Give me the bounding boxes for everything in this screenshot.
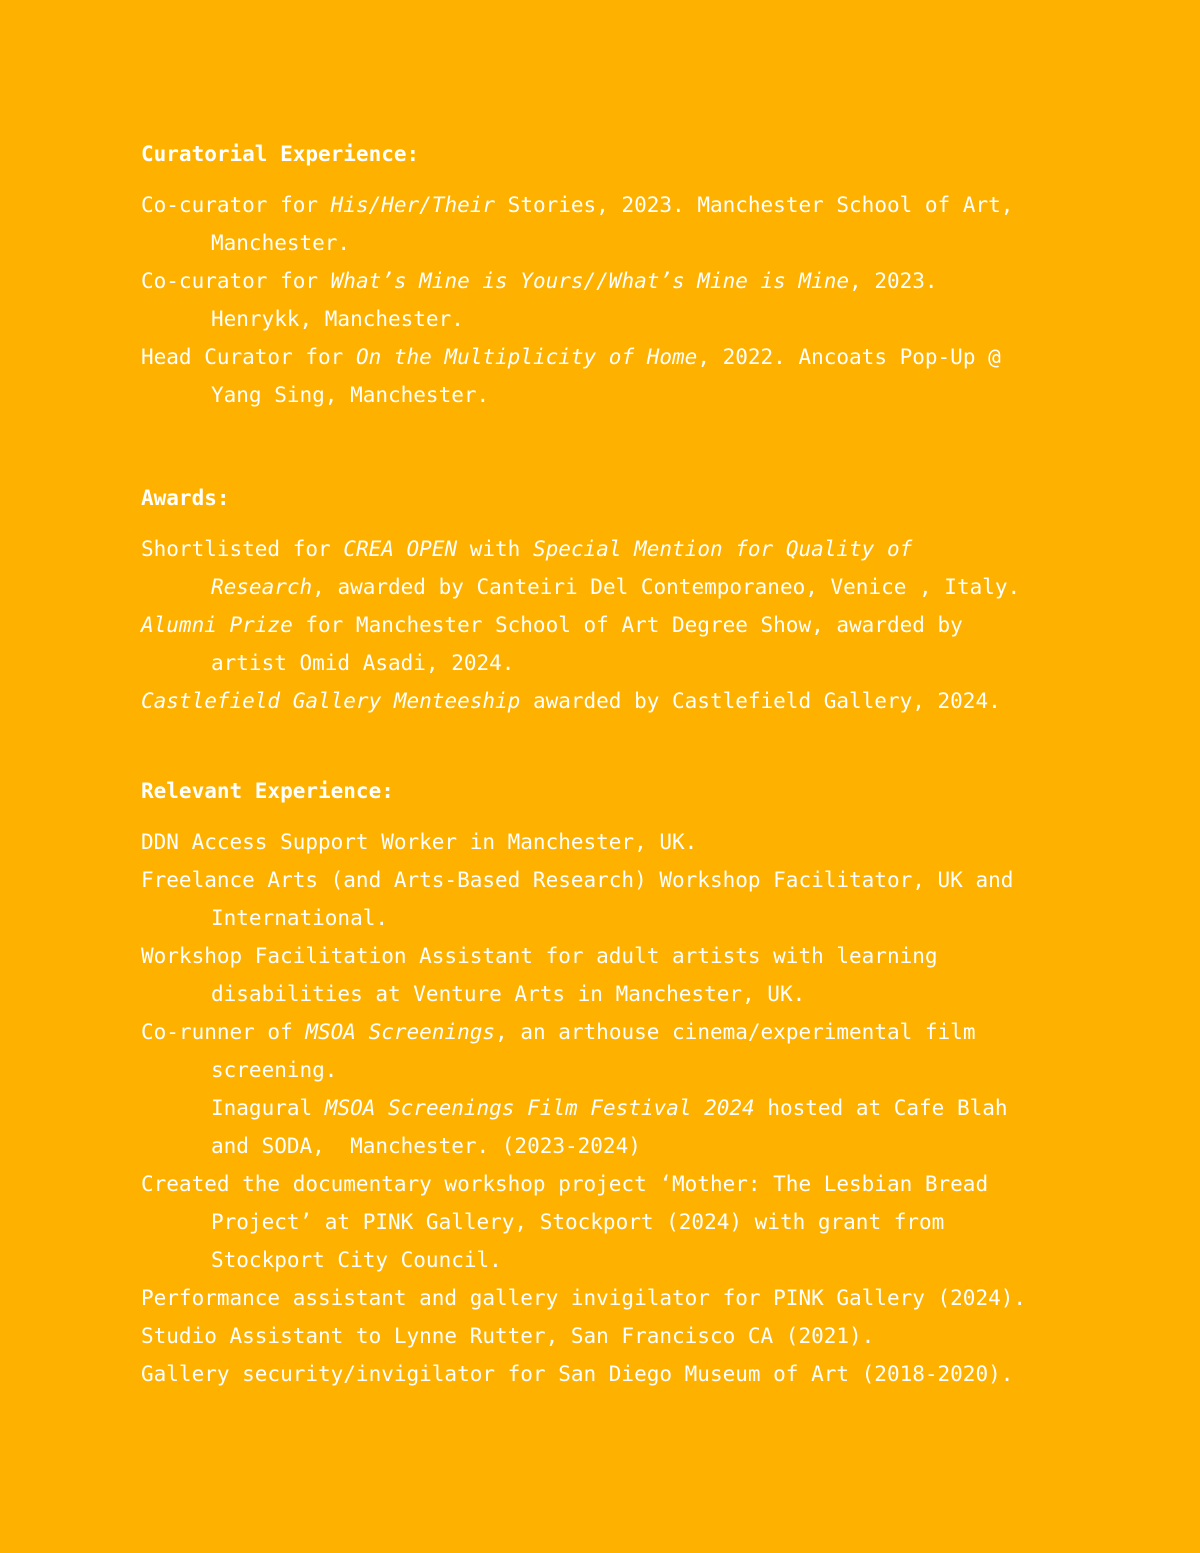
award-entry-2-cont: artist Omid Asadi, 2024. (211, 651, 515, 675)
relevant-entry-4-cont: screening. (211, 1058, 338, 1082)
relevant-heading: Relevant Experience: (141, 779, 394, 803)
relevant-entry-2: Freelance Arts (and Arts-Based Research) Workshop Facilitator, UK and (141, 868, 1014, 892)
relevant-entry-4-sub: Inagural MSOA Screenings Film Festival 2024 hosted at Cafe Blah (211, 1096, 1008, 1120)
relevant-entry-4-sub-cont: and SODA, Manchester. (2023-2024) (211, 1134, 641, 1158)
relevant-entry-5: Created the documentary workshop project ‘Mother: The Lesbian Bread (141, 1172, 989, 1196)
relevant-entry-4: Co-runner of MSOA Screenings, an arthouse cinema/experimental film (141, 1020, 976, 1044)
award-entry-1-cont: Research, awarded by Canteiri Del Contemporaneo, Venice , Italy. (211, 575, 1021, 599)
curatorial-entry-2: Co-curator for What’s Mine is Yours//What’s Mine is Mine, 2023. (141, 269, 938, 293)
relevant-entry-2-cont: International. (211, 906, 389, 930)
award-entry-1: Shortlisted for CREA OPEN with Special Mention for Quality of (141, 537, 913, 561)
curatorial-entry-3-cont: Yang Sing, Manchester. (211, 383, 490, 407)
relevant-entry-5-cont-2: Stockport City Council. (211, 1248, 502, 1272)
relevant-entry-1: DDN Access Support Worker in Manchester, UK. (141, 830, 698, 854)
relevant-entry-6: Performance assistant and gallery invigilator for PINK Gallery (2024). (141, 1286, 1027, 1310)
curatorial-entry-3: Head Curator for On the Multiplicity of Home, 2022. Ancoats Pop-Up @ (141, 345, 1001, 369)
relevant-entry-3: Workshop Facilitation Assistant for adult artists with learning (141, 944, 938, 968)
curatorial-heading: Curatorial Experience: (141, 142, 420, 166)
award-entry-2: Alumni Prize for Manchester School of Art Degree Show, awarded by (141, 613, 963, 637)
curatorial-entry-2-cont: Henrykk, Manchester. (211, 307, 464, 331)
curatorial-entry-1: Co-curator for His/Her/Their Stories, 2023. Manchester School of Art, (141, 193, 1014, 217)
relevant-entry-8: Gallery security/invigilator for San Diego Museum of Art (2018-2020). (141, 1362, 1014, 1386)
award-entry-3: Castlefield Gallery Menteeship awarded by Castlefield Gallery, 2024. (141, 689, 1001, 713)
curatorial-entry-1-cont: Manchester. (211, 231, 351, 255)
awards-heading: Awards: (141, 486, 230, 510)
relevant-entry-5-cont: Project’ at PINK Gallery, Stockport (2024) with grant from (211, 1210, 945, 1234)
relevant-entry-3-cont: disabilities at Venture Arts in Manchester, UK. (211, 982, 806, 1006)
relevant-entry-7: Studio Assistant to Lynne Rutter, San Francisco CA (2021). (141, 1324, 875, 1348)
